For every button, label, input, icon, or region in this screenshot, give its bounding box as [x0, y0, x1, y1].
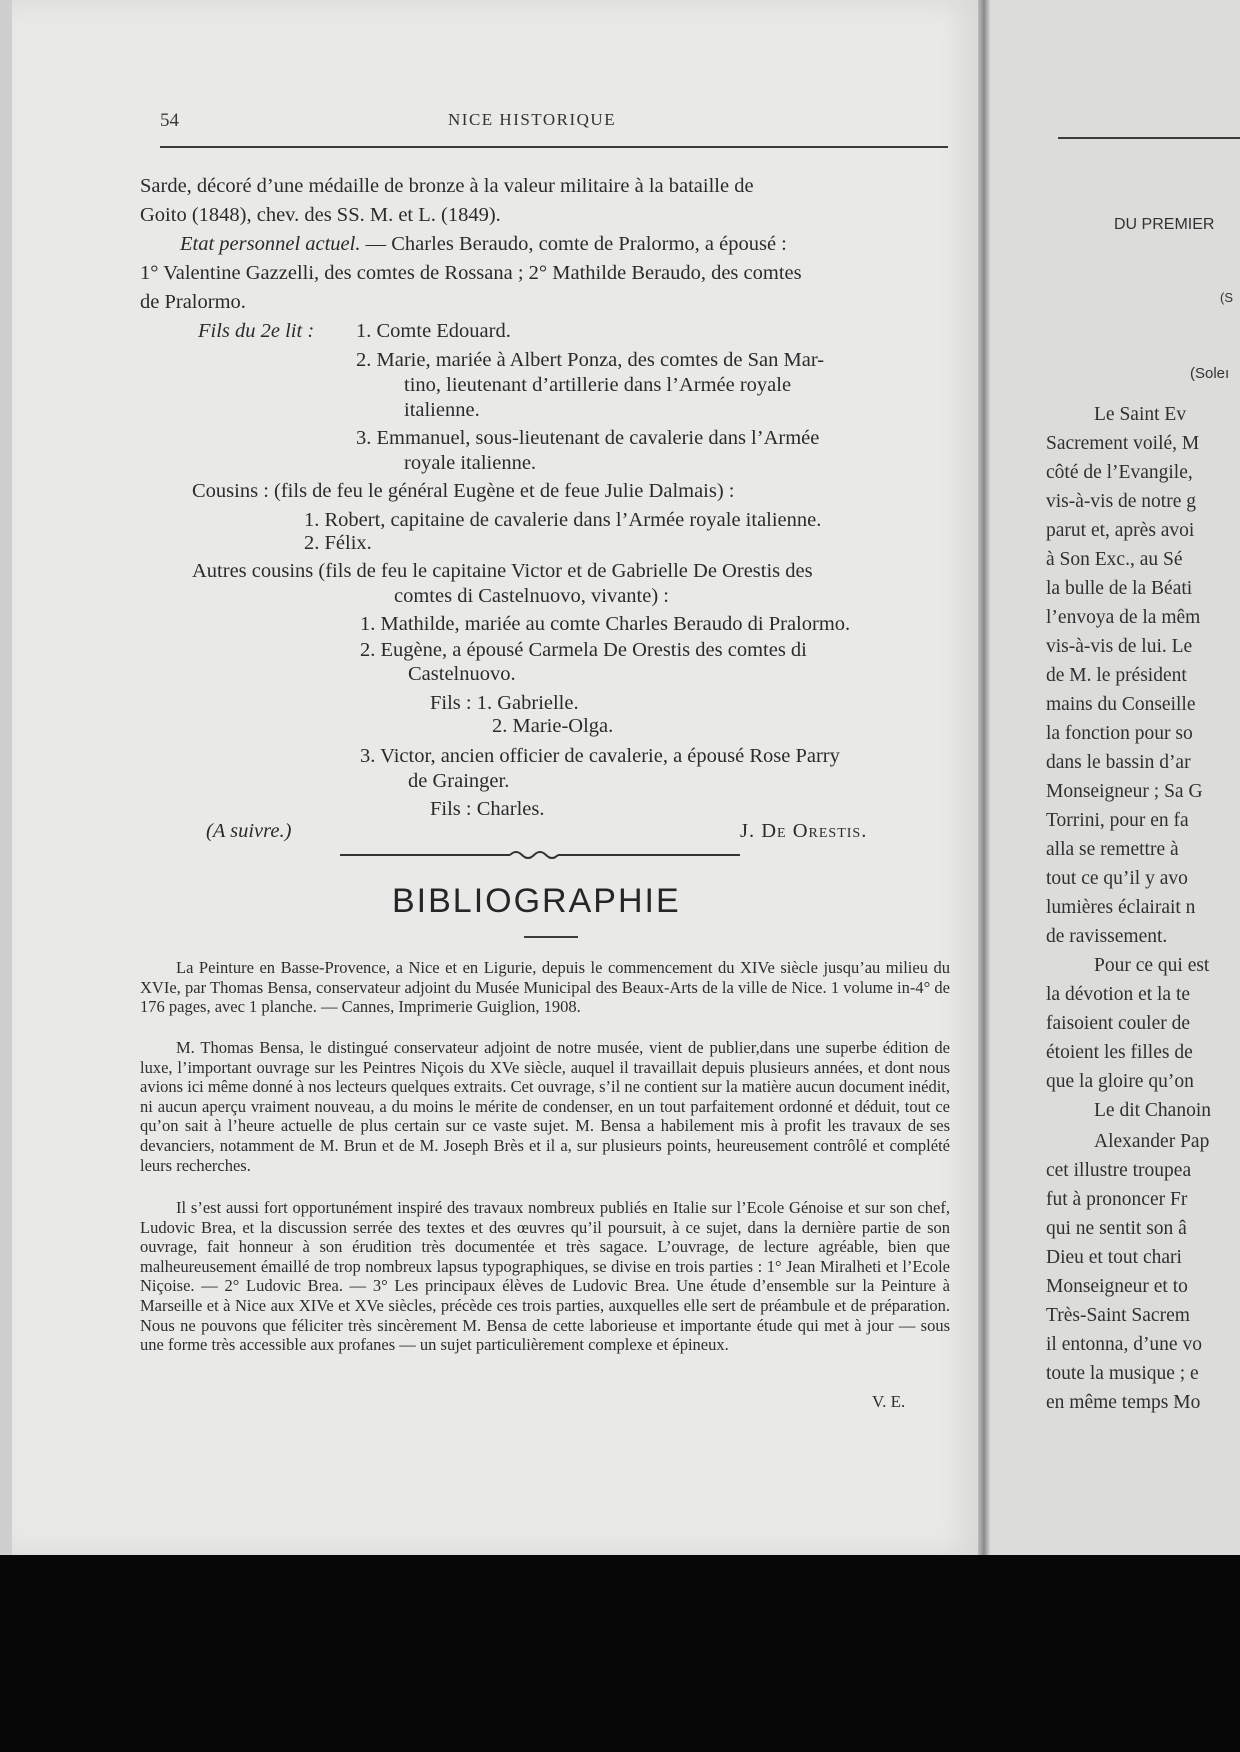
text-line: Castelnuovo.	[408, 663, 516, 685]
right-text-line: toute la musique ; e	[1046, 1363, 1199, 1384]
text-line: Autres cousins (fils de feu le capitaine Victor et de Gabrielle De Orestis des	[192, 560, 813, 582]
text-line: royale italienne.	[404, 452, 537, 474]
text-line: 2. Eugène, a épousé Carmela De Orestis des comtes di	[360, 639, 807, 661]
right-text-line: Monseigneur ; Sa G	[1046, 781, 1203, 802]
bibliography-review-p2: Il s’est aussi fort opportunément inspiré des travaux nombreux publiés en Italie sur l’Ecole Génoise et sur son chef, Ludovic Brea, et la discussion serrée des textes et des œuvres qu’il poursuit, à ce sujet, dans la dernière partie de son ouvrage, fait honneur à son érudition très documentée et très sagace. L’ouvrage, de lecture agréable, bien que malheureusement émaillé de trop nombreux lapsus typographiques, se divise en trois parties : 1° Jean Miralheti et l’Ecole Niçoise. — 2° Ludovic Brea. — 3° Les principaux élèves de Ludovic Brea. Une étude d’ensemble sur la Peinture à Marseille et à Nice aux XIVe et XVe siècles, précède ces trois parties, auxquelles elle sert de préambule et de préparation. Nous ne pouvons que féliciter très sincèrement M. Bensa de cette laborieuse et importante étude qui met à jour — sous une forme très accessible aux profanes — un sujet particulièrement complexe et épineux.	[140, 1198, 950, 1355]
text-line: 1. Robert, capitaine de cavalerie dans l’Armée royale italienne.	[304, 509, 822, 531]
text-line: Cousins : (fils de feu le général Eugène et de feue Julie Dalmais) :	[192, 480, 735, 502]
right-text-line: dans le bassin d’ar	[1046, 752, 1191, 773]
right-text-line: vis-à-vis de notre g	[1046, 491, 1197, 512]
ornamental-divider	[340, 848, 740, 862]
right-text-line: alla se remettre à	[1046, 839, 1179, 860]
author-signature: J. De Orestis.	[740, 820, 868, 842]
right-text-line: Torrini, pour en fa	[1046, 810, 1189, 831]
right-text-line: Le Saint Ev	[1094, 404, 1187, 425]
text-line: 1. Comte Edouard.	[356, 320, 511, 342]
right-text-line: tout ce qu’il y avo	[1046, 868, 1188, 889]
title-underline	[524, 936, 578, 938]
text-line	[198, 317, 314, 346]
right-text-line: de M. le président	[1046, 665, 1187, 686]
right-subheading: (S	[1220, 290, 1233, 305]
right-text-line: en même temps Mo	[1046, 1392, 1201, 1413]
scan-bottom-margin	[0, 1555, 1240, 1752]
text-line: 3. Victor, ancien officier de cavalerie, a épousé Rose Parry	[360, 745, 840, 767]
right-text-line: Monseigneur et to	[1046, 1276, 1188, 1297]
right-text-line: fut à prononcer Fr	[1046, 1189, 1188, 1210]
text-line: de Pralormo.	[140, 291, 246, 313]
right-text-line: de ravissement.	[1046, 926, 1168, 947]
right-text-line: il entonna, d’une vo	[1046, 1334, 1202, 1355]
text-line: 2. Félix.	[304, 532, 372, 554]
page-number: 54	[160, 110, 179, 131]
right-header-rule	[1058, 137, 1240, 139]
right-text-line: qui ne sentit son â	[1046, 1218, 1187, 1239]
right-text-line: à Son Exc., au Sé	[1046, 549, 1183, 570]
text-line: Fils : Charles.	[430, 798, 545, 820]
right-text-line: la dévotion et la te	[1046, 984, 1191, 1005]
right-text-line: Très-Saint Sacrem	[1046, 1305, 1190, 1326]
text-line: Sarde, décoré d’une médaille de bronze à la valeur militaire à la bataille de	[140, 175, 754, 197]
left-page	[12, 0, 982, 1555]
bibliography-review-p1: M. Thomas Bensa, le distingué conservateur adjoint de notre musée, vient de publier,dans une superbe édition de luxe, l’important ouvrage sur les Peintres Niçois du XVe siècle, auquel il travaillait depuis plusieurs années, et dont nous avions ici même donné à nos lecteurs quelques extraits. Cet ouvrage, s’il ne contient sur la matière aucun document inédit, ni aucun aperçu vraiment nouveau, a du moins le mérite de condenser, en un tout parfaitement ordonné et déduit, tout ce qu’on sait à l’heure actuelle de plus certain sur ce vaste sujet. M. Bensa a habilement mis à profit les travaux de ses devanciers, notamment de M. Brun et de M. Joseph Brès et il a, sur plusieurs points, heureusement contrôlé et complété leurs recherches.	[140, 1038, 950, 1175]
text-line: 1° Valentine Gazzelli, des comtes de Rossana ; 2° Mathilde Beraudo, des comtes	[140, 262, 802, 284]
right-text-line: vis-à-vis de lui. Le	[1046, 636, 1193, 657]
right-text-line: Pour ce qui est	[1094, 955, 1210, 976]
italic-heading: Etat personnel actuel.	[180, 233, 361, 255]
text-line: comtes di Castelnuovo, vivante) :	[394, 585, 669, 607]
review-initials: V. E.	[872, 1392, 906, 1411]
right-text-line: cet illustre troupea	[1046, 1160, 1192, 1181]
right-text-line: faisoient couler de	[1046, 1013, 1191, 1034]
right-text-line: la bulle de la Béati	[1046, 578, 1193, 599]
text-line: Goito (1848), chev. des SS. M. et L. (1849).	[140, 204, 501, 226]
text-line: Fils : 1. Gabrielle.	[430, 692, 579, 714]
right-text-line: Le dit Chanoin	[1094, 1100, 1211, 1121]
text-line: 2. Marie, mariée à Albert Ponza, des comtes de San Mar-	[356, 349, 825, 371]
right-text-line: la fonction pour so	[1046, 723, 1193, 744]
header-rule	[160, 146, 948, 148]
text-line: 3. Emmanuel, sous-lieutenant de cavalerie dans l’Armée	[356, 427, 820, 449]
right-text-line: Alexander Pap	[1094, 1131, 1210, 1152]
right-text-line: lumières éclairait n	[1046, 897, 1196, 918]
a-suivre: (A suivre.)	[206, 820, 292, 842]
right-heading: DU PREMIER	[1114, 216, 1215, 233]
right-subheading: (Soleı	[1190, 365, 1230, 382]
book-gutter	[978, 0, 990, 1555]
right-text-line: étoient les filles de	[1046, 1042, 1193, 1063]
right-text-line: l’envoya de la mêm	[1046, 607, 1201, 628]
right-text-line: que la gloire qu’on	[1046, 1071, 1194, 1092]
italic-heading: Fils du 2e lit :	[198, 320, 315, 342]
text-line: tino, lieutenant d’artillerie dans l’Armée royale	[404, 374, 792, 396]
bibliography-entry: La Peinture en Basse-Provence, a Nice et en Ligurie, depuis le commencement du XIVe siècle jusqu’au milieu du XVIe, par Thomas Bensa, conservateur adjoint du Musée Municipal des Beaux-Arts de la ville de Nice. 1 volume in-4° de 176 pages, avec 1 planche. — Cannes, Imprimerie Guiglion, 1908.	[140, 958, 950, 1017]
text-line: 2. Marie-Olga.	[492, 715, 614, 737]
right-text-line: parut et, après avoi	[1046, 520, 1195, 541]
text-line: Etat personnel actuel. — Charles Beraudo, comte de Pralormo, a épousé :	[180, 233, 787, 255]
right-text-line: Dieu et tout chari	[1046, 1247, 1182, 1268]
right-text-line: Sacrement voilé, M	[1046, 433, 1200, 454]
right-text-line: mains du Conseille	[1046, 694, 1196, 715]
text-line: 1. Mathilde, mariée au comte Charles Beraudo di Pralormo.	[360, 613, 851, 635]
right-text-line: côté de l’Evangile,	[1046, 462, 1193, 483]
section-title: BIBLIOGRAPHIE	[392, 882, 681, 920]
right-page	[990, 0, 1240, 1555]
text-line: de Grainger.	[408, 770, 510, 792]
running-head: NICE HISTORIQUE	[448, 110, 617, 129]
text-line: italienne.	[404, 399, 480, 421]
